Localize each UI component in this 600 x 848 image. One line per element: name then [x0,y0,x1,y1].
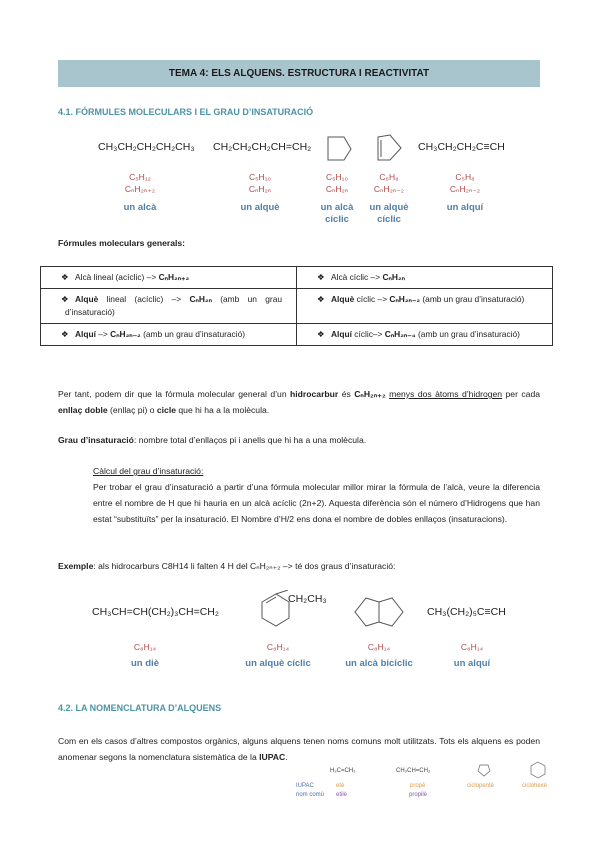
term-detail: cíclic [351,329,373,339]
cyclohexene-small-icon [528,760,548,780]
bicyclic-ring-icon [350,594,408,630]
general-formula: CₙH₂ₙ [248,184,272,194]
note: (amb un grau d’insaturació) [65,294,283,317]
general-formula: CₙH₂ₙ₊₂ [124,184,156,194]
formula: CₙH₂ₙ₋₂ [389,294,421,304]
label-alkene: un alquè [240,202,280,213]
calc-title: Càlcul del grau d’insaturació: [93,466,204,476]
table-row [41,324,553,346]
structure-pentyne: CH₃CH₂CH₂C≡CH [418,141,505,153]
label-line: cíclic [377,214,401,225]
paragraph-definition [58,432,540,448]
table-cell [41,267,297,289]
formula: CₙH₂ₙ [189,294,212,304]
cyclopentene-small-icon [476,762,492,778]
molecular-formula: C₅H₁₂ [129,172,151,182]
cyclopentene-icon [370,133,404,163]
arrow: –> [95,329,111,339]
table-cell [297,267,553,289]
formula-propene: CH₃CH=CH₂ [396,768,431,774]
text: cicle [156,405,176,415]
term: Grau d’insaturació [58,435,134,445]
table-cell [297,289,553,324]
label-alkane: un alcà [123,202,157,213]
arrow: –> [163,294,190,304]
text: (enllaç pi) o [107,405,157,415]
formula-alkyne: C₈H₁₄ [460,642,484,652]
general-formula: CₙH₂ₙ [325,184,349,194]
term: Alquí [75,329,96,339]
formula-cyclopentane [317,171,357,195]
arrow: –> [368,272,383,282]
label-bicyclic: un alcà bicíclic [345,658,413,669]
formula: CₙH₂ₙ₋₄ [384,329,416,339]
text: IUPAC [259,752,286,762]
diamond-bullet-icon: ❖ [61,272,69,282]
iupac-ethene: etè [336,783,345,789]
text: hidrocarbur [290,389,339,399]
page-title: TEMA 4: ELS ALQUENS. ESTRUCTURA I REACTIVITAT [58,60,540,87]
diamond-bullet-icon: ❖ [317,329,325,339]
iupac-cyclohexene: ciclohexè [522,783,548,789]
label-line: cíclic [325,214,349,225]
term: Alquè [331,294,355,304]
term: Alquè [75,294,99,304]
text: . [285,752,288,762]
term: Alquí [331,329,352,339]
calc-body: Per trobar el grau d’insaturació a partir d’una fórmula molecular millor mirar la fórmula de l’alcà, veure la diferencia entre el nombre de H que hi hauria en un alcà acíclic (2n+2). Aquesta diferència són el número d’Hidrogens que han estat “substituïts” per la insaturació. El Nombre d’H/2 ens dona el nombre de dobles enllaços (insaturacions). [93,482,540,524]
text: : als hidrocarburs C8H14 li falten 4 H del [93,561,251,571]
text: CₙH₂ₙ₊₂ [354,389,386,399]
diamond-bullet-icon: ❖ [317,294,325,304]
arrow: –> [372,329,385,339]
formula-cyclic-alkene: C₈H₁₄ [266,642,290,652]
paragraph-example [58,558,540,574]
label-cyclic-alkene-example: un alquè cíclic [245,658,311,669]
arrow: –> [375,294,390,304]
text: CₙH₂ₙ₊₂ [250,561,281,571]
formula: CₙH₂ₙ [382,272,405,282]
table-row [41,267,553,289]
formula: CₙH₂ₙ₋₂ [110,329,141,339]
text: –> té dos graus d’insaturació: [280,561,396,571]
structure-pentane: CH₃CH₂CH₂CH₂CH₃ [98,141,195,153]
formula-pentane [120,171,160,195]
iupac-cyclopentene: ciclopentè [467,783,495,789]
term-detail: cíclic [354,294,376,304]
section-heading-4-1: 4.1. FÓRMULES MOLECULARS I EL GRAU D’INSATURACIÓ [58,107,314,117]
formula-pentyne [443,171,487,195]
molecular-formula: C₅H₈ [455,172,475,182]
label-alkyne: un alquí [446,202,484,213]
text: Com en els casos d’altres compostos orgànics, alguns alquens tenen noms comuns molt utilitzats. Tots els alquens es poden anomenar segons la nomenclatura sistemàtica de la [58,736,540,762]
text: Per tant, podem dir que la fórmula molecular general d’un [58,389,291,399]
diamond-bullet-icon: ❖ [317,272,325,282]
structure-octyne: CH₃(CH₂)₅C≡CH [427,606,506,618]
calculation-block [93,463,540,527]
section-heading-4-2: 4.2. LA NOMENCLATURA D’ALQUENS [58,703,222,713]
arrow: –> [144,272,159,282]
text: menys dos àtoms d’hidrogen [389,389,503,399]
table-cell [41,289,297,324]
structure-pentene: CH₂CH₂CH₂CH=CH₂ [213,141,312,153]
label-line: un alcà [320,202,354,213]
formula-diene: C₈H₁₄ [133,642,157,652]
structure-diene: CH₃CH=CH(CH₂)₃CH=CH₂ [92,606,219,618]
diamond-bullet-icon: ❖ [61,329,69,339]
formula-pentene [240,171,280,195]
paragraph-nomenclature [58,733,540,765]
molecular-formula: C₅H₁₀ [325,172,349,182]
iupac-propene: propè [410,783,426,789]
note: (amb un grau d’insaturació) [420,294,525,304]
common-ethylene: etilè [336,792,348,798]
label-diene: un diè [131,658,159,669]
text: enllaç doble [58,405,108,415]
label-cyclic-alkene [357,202,421,226]
text: : nombre total d’enllaços pi i anells que hi ha a una molècula. [133,435,367,445]
molecular-formula: C₅H₈ [379,172,399,182]
note: (amb un grau d’insaturació) [415,329,520,339]
cyclopentane-icon [320,133,354,163]
formula-cyclopentene [367,171,411,195]
text: per cada [502,389,541,399]
term: Alcà cíclic [331,272,369,282]
molecular-formula: C₅H₁₀ [248,172,272,182]
formula-ethene: H₂C=CH₂ [330,768,356,774]
term-detail: lineal (acíclic) [98,294,164,304]
table-cell [41,324,297,346]
text: que hi ha a la molècula. [176,405,270,415]
row-common-name: nom comú [296,792,325,798]
diamond-bullet-icon: ❖ [61,294,69,304]
term: Alcà lineal (acíclic) [75,272,145,282]
table-cell [297,324,553,346]
paragraph-general-formula [58,386,540,418]
formula-bicyclic: C₈H₁₄ [367,642,391,652]
general-formula: CₙH₂ₙ₋₂ [449,184,481,194]
general-formulas-table [40,266,553,346]
formula: CₙH₂ₙ₊₂ [158,272,190,282]
label-line: un alquè [369,202,409,213]
note: (amb un grau d’insaturació) [140,329,246,339]
text: és [338,389,355,399]
term: Exemple [58,561,94,571]
label-alkyne-example: un alquí [453,658,491,669]
table-row [41,289,553,324]
general-formula: CₙH₂ₙ₋₂ [373,184,405,194]
general-formulas-title: Fórmules moleculars generals: [58,238,186,248]
common-propylene: propilè [409,792,428,798]
structure-ethyl: CH₂CH₃ [288,593,327,605]
row-iupac: IUPAC [296,783,314,789]
